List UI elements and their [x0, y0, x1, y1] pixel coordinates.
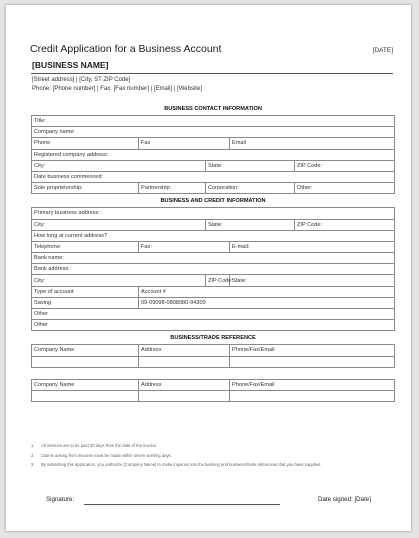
section-heading: BUSINESS/TRADE REFERENCE — [32, 331, 395, 345]
document-page — [6, 5, 411, 531]
form-field[interactable]: E-mail: — [230, 241, 395, 252]
section-heading: BUSINESS AND CREDIT INFORMATION — [32, 194, 395, 208]
form-field[interactable]: ZIP Code: — [295, 219, 395, 230]
form-row — [32, 275, 395, 286]
form-row — [32, 219, 395, 230]
form-row — [32, 309, 395, 320]
form-row — [32, 379, 395, 390]
spacer-cell — [32, 367, 395, 379]
document-date: [DATE] — [372, 47, 393, 54]
signature-line[interactable] — [84, 504, 280, 505]
date-signed-label: Date signed: [Date] — [318, 496, 371, 503]
form-row — [32, 149, 395, 160]
contact-line: Phone: [Phone number] | Fax: [Fax number] | [Email] | [Website] — [32, 86, 202, 92]
note-text: Claims arising from invoices must be made within seven working days. — [41, 452, 172, 458]
application-form-table — [31, 102, 395, 402]
section-heading-row — [32, 331, 395, 345]
form-field[interactable]: ZIP Code: — [206, 275, 230, 286]
address-line: [Street address] | [City, ST ZIP Code] — [32, 77, 131, 83]
signature-label: Signature: — [46, 496, 75, 503]
form-row — [32, 356, 395, 367]
form-field[interactable] — [32, 390, 139, 401]
form-field[interactable]: Phone/Fax/Email — [230, 379, 395, 390]
form-row — [32, 241, 395, 252]
form-field[interactable]: Other: — [295, 183, 395, 194]
form-field[interactable] — [230, 390, 395, 401]
terms-notes — [31, 443, 396, 472]
note-item — [31, 462, 396, 467]
form-field[interactable]: Saving — [32, 297, 139, 308]
form-field[interactable]: Phone/Fax/Email — [230, 345, 395, 356]
form-field[interactable]: Bank name: — [32, 253, 395, 264]
note-number: 2. — [31, 452, 35, 458]
form-row — [32, 127, 395, 138]
section-heading-row — [32, 102, 395, 116]
form-row — [32, 286, 395, 297]
note-item — [31, 443, 396, 448]
form-field[interactable]: State: — [230, 275, 395, 286]
form-row — [32, 264, 395, 275]
form-field[interactable]: 09-09098-0808080-94309 — [139, 297, 395, 308]
form-field[interactable]: Other — [32, 309, 395, 320]
form-field[interactable]: State: — [206, 219, 295, 230]
form-row — [32, 320, 395, 331]
form-field[interactable]: Date business commenced: — [32, 171, 395, 182]
form-field[interactable]: Bank address: — [32, 264, 395, 275]
form-field[interactable] — [139, 390, 230, 401]
form-field[interactable]: City: — [32, 160, 206, 171]
form-row — [32, 297, 395, 308]
form-field[interactable]: Company name: — [32, 127, 395, 138]
form-field[interactable] — [230, 356, 395, 367]
form-row — [32, 345, 395, 356]
form-field[interactable]: Address — [139, 345, 230, 356]
note-item — [31, 453, 396, 458]
form-row — [32, 208, 395, 219]
form-row — [32, 138, 395, 149]
form-row — [32, 116, 395, 127]
header-divider — [31, 73, 393, 74]
form-field[interactable]: Primary business address: — [32, 208, 395, 219]
form-field[interactable]: ZIP Code: — [295, 160, 395, 171]
form-field[interactable]: Address — [139, 379, 230, 390]
form-row — [32, 171, 395, 182]
section-heading: BUSINESS CONTACT INFORMATION — [32, 102, 395, 116]
form-row — [32, 160, 395, 171]
form-field[interactable] — [139, 356, 230, 367]
form-field[interactable]: City: — [32, 219, 206, 230]
form-field[interactable]: State: — [206, 160, 295, 171]
form-field[interactable]: Telephone: — [32, 241, 139, 252]
form-row — [32, 230, 395, 241]
form-row — [32, 183, 395, 194]
form-field[interactable]: Email — [230, 138, 395, 149]
form-row — [32, 390, 395, 401]
form-field[interactable]: Title: — [32, 116, 395, 127]
note-number: 1. — [31, 443, 35, 448]
business-name: [BUSINESS NAME] — [32, 60, 109, 70]
form-field[interactable]: Phone — [32, 138, 139, 149]
form-row — [32, 253, 395, 264]
form-field[interactable]: Partnership: — [139, 183, 206, 194]
form-field[interactable]: Sole proprietorship: — [32, 183, 139, 194]
form-field[interactable]: Account # — [139, 286, 395, 297]
form-field[interactable]: Company Name — [32, 379, 139, 390]
form-field[interactable]: Company Name — [32, 345, 139, 356]
form-field[interactable]: Other — [32, 320, 395, 331]
form-field[interactable]: Corporation: — [206, 183, 295, 194]
note-number: 3. — [31, 462, 35, 467]
form-field[interactable]: Fax: — [139, 241, 230, 252]
note-text: All invoices are to be paid 30 days from the date of the invoice. — [41, 443, 158, 448]
form-field[interactable]: How long at current address? — [32, 230, 395, 241]
section-heading-row — [32, 194, 395, 208]
note-text: By submitting this application, you authorize [Company Name] to make inquiries into the banking and business/trade references that you have supplied. — [41, 462, 322, 467]
form-field[interactable]: Fax — [139, 138, 230, 149]
form-field[interactable] — [32, 356, 139, 367]
form-field[interactable]: Registered company address: — [32, 149, 395, 160]
form-field[interactable]: Type of account — [32, 286, 139, 297]
spacer-row — [32, 367, 395, 379]
form-field[interactable]: City: — [32, 275, 206, 286]
document-title: Credit Application for a Business Account — [30, 43, 222, 55]
